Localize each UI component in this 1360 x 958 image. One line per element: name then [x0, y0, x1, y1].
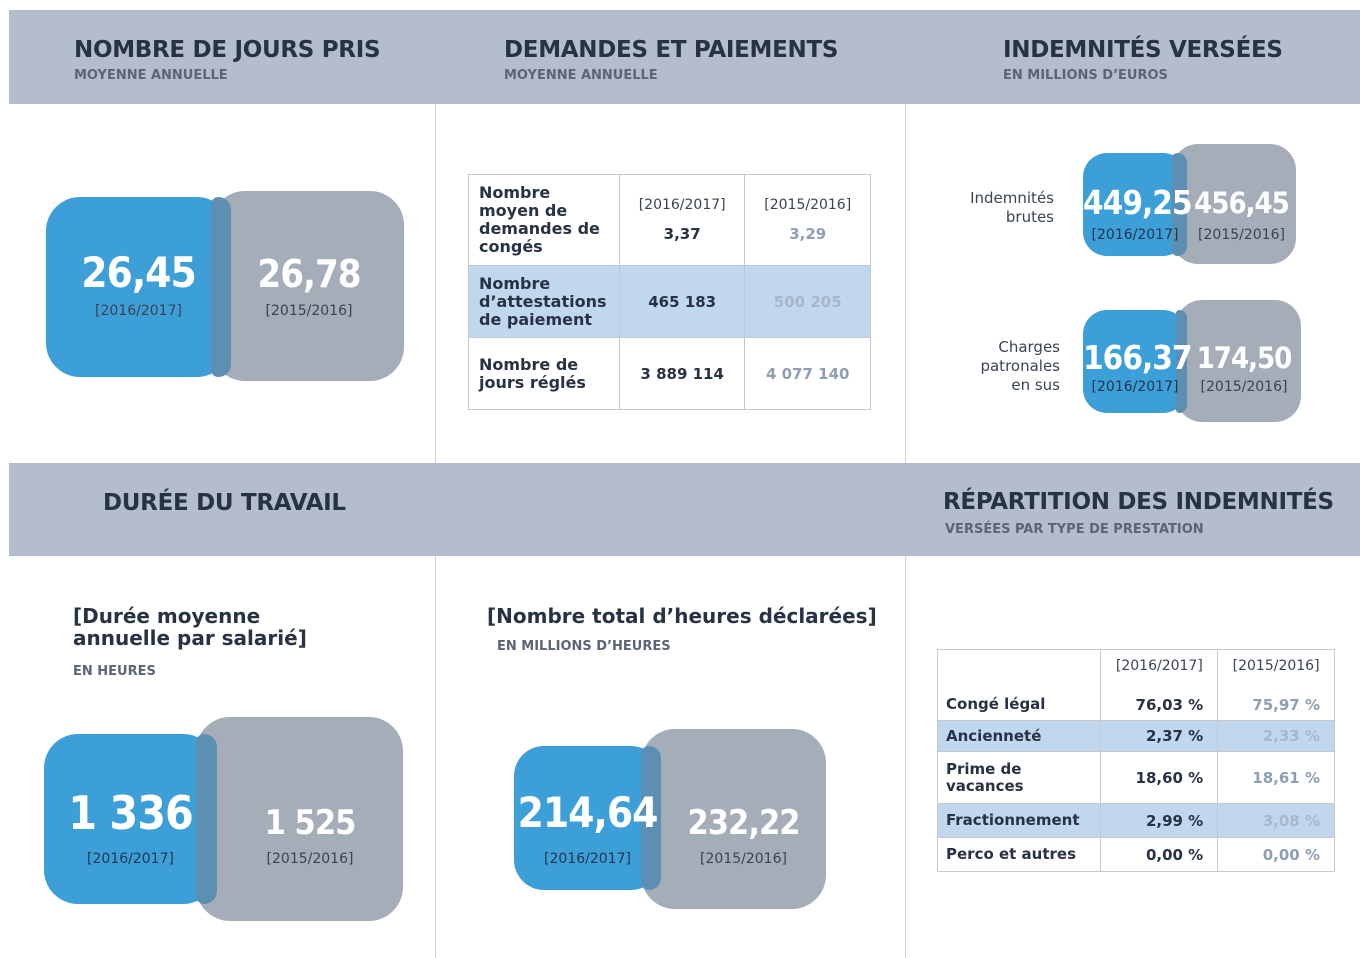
- current-year: [2016/2017]: [87, 851, 174, 867]
- row-label: Ancienneté: [938, 721, 1101, 752]
- previous-value: 26,78: [257, 252, 361, 296]
- table-row: [938, 804, 1335, 838]
- table-header-row: [938, 650, 1335, 690]
- charges-previous: 174,50: [1196, 341, 1292, 375]
- previous-value: 2,33 %: [1218, 721, 1335, 752]
- duree-previous: 1 525: [264, 803, 356, 843]
- heures-totales-subtitle: EN MILLIONS D’HEURES: [497, 639, 671, 654]
- current-value: 26,45: [81, 248, 196, 297]
- previous-year: [2015/2016]: [1200, 379, 1288, 395]
- table-row: [469, 266, 871, 338]
- duree-current: 1 336: [68, 786, 193, 840]
- current-value: 2,99 %: [1101, 804, 1218, 838]
- previous-value: 500 205: [745, 266, 871, 338]
- section-title-jours: NOMBRE DE JOURS PRIS: [74, 37, 381, 63]
- indemnites-brutes-label: Indemnités brutes: [970, 189, 1054, 226]
- table-row: [938, 752, 1335, 804]
- table-row: [469, 175, 871, 266]
- divider: [905, 104, 906, 463]
- previous-value: 18,61 %: [1218, 752, 1335, 804]
- current-year: [2016/2017]: [544, 851, 631, 867]
- divider: [435, 104, 436, 463]
- current-year: [2016/2017]: [1091, 379, 1179, 395]
- table-row: [938, 690, 1335, 721]
- section-title-duree: DURÉE DU TRAVAIL: [103, 490, 346, 516]
- demandes-table: [468, 174, 871, 410]
- current-value: 2,37 %: [1101, 721, 1218, 752]
- charges-current: 166,37: [1083, 338, 1192, 377]
- table-row: [938, 838, 1335, 872]
- row-label: Congé légal: [946, 695, 1046, 714]
- duree-moyenne-title: [Durée moyenne annuelle par salarié]: [73, 604, 307, 650]
- row-label: Prime de vacances: [938, 752, 1101, 804]
- previous-value: 4 077 140: [745, 338, 871, 410]
- section-title-repartition: RÉPARTITION DES INDEMNITÉS: [943, 489, 1334, 515]
- row-label: Fractionnement: [938, 804, 1101, 838]
- current-year: [2016/2017]: [95, 303, 182, 319]
- current-value: 18,60 %: [1101, 752, 1218, 804]
- duree-moyenne-subtitle: EN HEURES: [73, 664, 156, 679]
- previous-value: 3,29: [789, 225, 827, 243]
- row-label: Nombre d’attestations de paiement: [469, 266, 620, 338]
- current-value: 3 889 114: [619, 338, 745, 410]
- section-subtitle-indemnites: EN MILLIONS D’EUROS: [1003, 68, 1168, 83]
- previous-year: [2015/2016]: [1198, 227, 1285, 243]
- divider: [905, 556, 906, 958]
- section-title-indemnites: INDEMNITÉS VERSÉES: [1003, 37, 1283, 63]
- indemnites-brutes-previous: 456,45: [1194, 186, 1289, 220]
- current-value: 0,00 %: [1101, 838, 1218, 872]
- current-value: 465 183: [619, 266, 745, 338]
- column-header-previous: [2015/2016]: [1218, 650, 1335, 690]
- repartition-table: [937, 649, 1335, 872]
- row-label: Perco et autres: [938, 838, 1101, 872]
- column-header-current: [2016/2017]: [638, 197, 726, 213]
- previous-value: 75,97 %: [1218, 690, 1335, 721]
- previous-year: [2015/2016]: [265, 303, 353, 319]
- charges-patronales-label: Charges patronales en sus: [980, 338, 1060, 394]
- section-subtitle-demandes: MOYENNE ANNUELLE: [504, 68, 658, 83]
- table-row: [469, 338, 871, 410]
- indemnites-brutes-current: 449,25: [1083, 183, 1192, 222]
- divider: [435, 556, 436, 958]
- table-row: [938, 721, 1335, 752]
- current-value: 76,03 %: [1101, 690, 1218, 721]
- section-subtitle-jours: MOYENNE ANNUELLE: [74, 68, 228, 83]
- heures-totales-title: [Nombre total d’heures déclarées]: [487, 604, 877, 628]
- row-label: Nombre moyen de demandes de congés: [469, 175, 620, 266]
- previous-value: 0,00 %: [1218, 838, 1335, 872]
- row-label: Nombre de jours réglés: [469, 338, 620, 410]
- previous-value: 3,08 %: [1218, 804, 1335, 838]
- heures-current: 214,64: [517, 788, 658, 837]
- column-header-previous: [2015/2016]: [764, 197, 852, 213]
- section-subtitle-repartition: VERSÉES PAR TYPE DE PRESTATION: [945, 522, 1204, 537]
- previous-year: [2015/2016]: [266, 851, 354, 867]
- previous-year: [2015/2016]: [700, 851, 787, 867]
- column-header-current: [2016/2017]: [1101, 650, 1218, 690]
- current-year: [2016/2017]: [1091, 227, 1179, 243]
- section-title-demandes: DEMANDES ET PAIEMENTS: [504, 37, 839, 63]
- current-value: 3,37: [663, 225, 701, 243]
- heures-previous: 232,22: [687, 803, 800, 843]
